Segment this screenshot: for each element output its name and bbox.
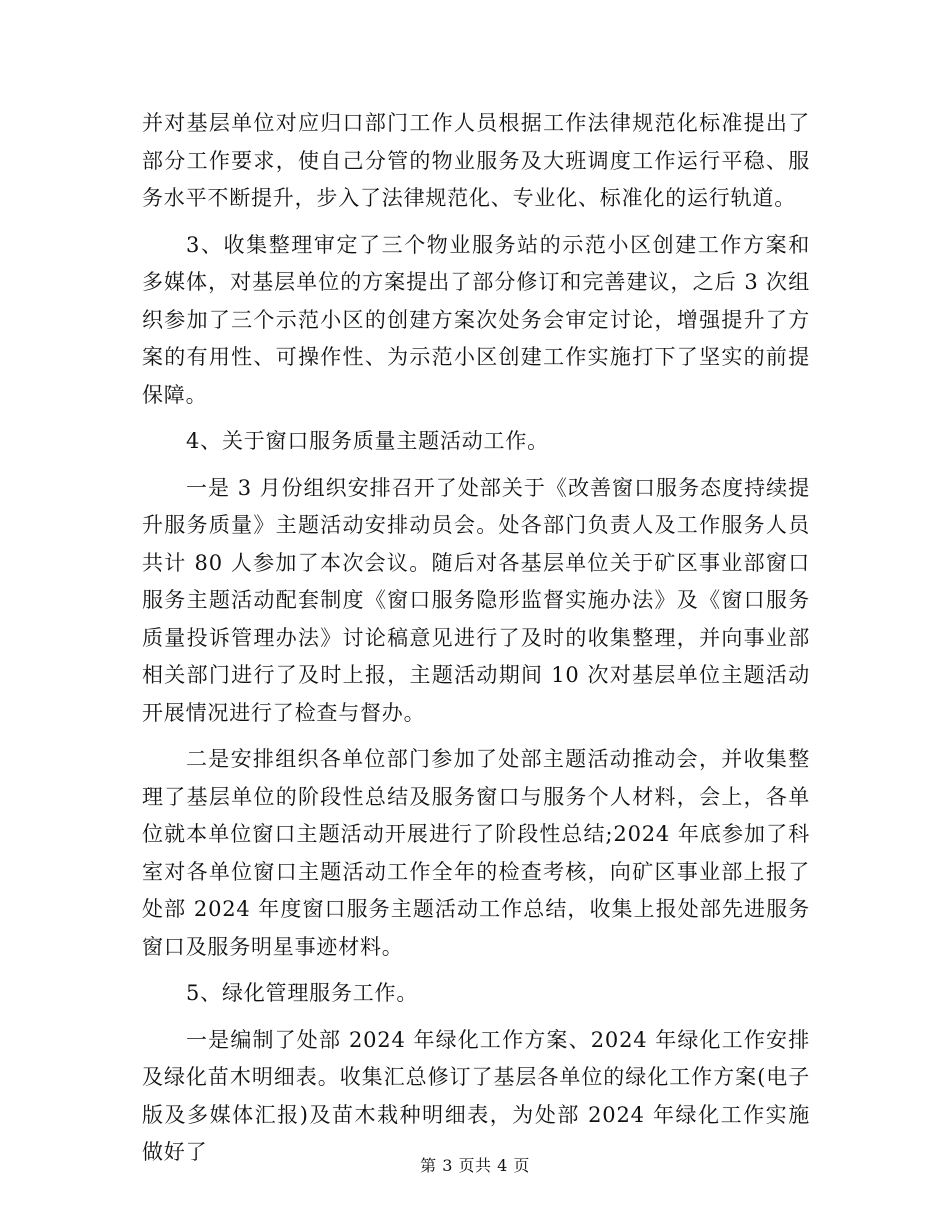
paragraph-item-4-heading: 4、关于窗口服务质量主题活动工作。 bbox=[186, 429, 549, 453]
paragraph-item-3: 3、收集整理审定了三个物业服务站的示范小区创建工作方案和多媒体，对基层单位的方案提出了部分修订和完善建议，之后 3 次组织参加了三个示范小区的创建方案次处务会审定讨论，增强提升了方案的有用性、可操作性、为示范小区创建工作实施打下了坚实的前提保障。 bbox=[142, 232, 810, 407]
page-number-footer: 第 3 页共 4 页 bbox=[420, 1156, 530, 1175]
paragraph-item-5-heading: 5、绿化管理服务工作。 bbox=[186, 981, 419, 1005]
paragraph-item-4-part-1: 一是 3 月份组织安排召开了处部关于《改善窗口服务态度持续提升服务质量》主题活动安排动员会。处各部门负责人及工作服务人员共计 80 人参加了本次会议。随后对各基层单位关于矿区事业部窗口服务主题活动配套制度《窗口服务隐形监督实施办法》及《窗口服务质量投诉管理办法》讨论稿意见进行了及时的收集整理，并向事业部相关部门进行了及时上报，主题活动期间 10 次对基层单位主题活动开展情况进行了检查与督办。 bbox=[142, 475, 810, 725]
paragraph-item-4-part-2: 二是安排组织各单位部门参加了处部主题活动推动会，并收集整理了基层单位的阶段性总结及服务窗口与服务个人材料，会上，各单位就本单位窗口主题活动开展进行了阶段性总结;2024 年底参加了科室对各单位窗口主题活动工作全年的检查考核，向矿区事业部上报了处部 2024 年度窗口服务主题活动工作总结，收集上报处部先进服务窗口及服务明星事迹材料。 bbox=[142, 747, 810, 959]
paragraph-item-5-part-1: 一是编制了处部 2024 年绿化工作方案、2024 年绿化工作安排及绿化苗木明细表。收集汇总修订了基层各单位的绿化工作方案(电子版及多媒体汇报)及苗木栽种明细表，为处部 2024 年绿化工作实施做好了 bbox=[142, 1027, 810, 1164]
document-body bbox=[142, 105, 810, 1181]
paragraph-continuation: 并对基层单位对应归口部门工作人员根据工作法律规范化标准提出了部分工作要求，使自己分管的物业服务及大班调度工作运行平稳、服务水平不断提升，步入了法律规范化、专业化、标准化的运行轨道。 bbox=[142, 111, 810, 210]
